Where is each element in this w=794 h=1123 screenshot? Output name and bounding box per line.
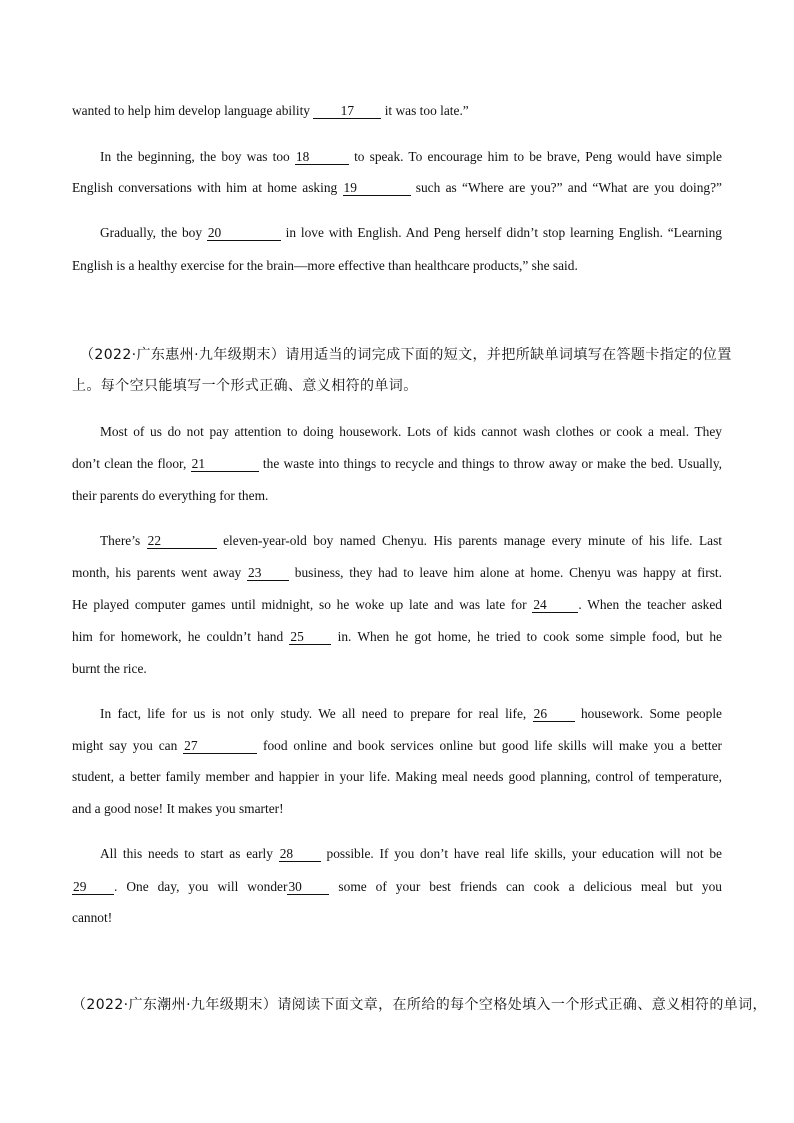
answer-blank-25: 25 [289,630,331,645]
text-segment: housework. Some people [574,706,722,721]
text-line [72,768,722,786]
answer-blank-29: 29 [72,880,114,895]
text-segment: English is a healthy exercise for the brain—more effective than healthcare products,” she said. [72,258,578,273]
text-segment: in love with English. And Peng herself didn’t stop learning English. “Learning [280,225,722,240]
answer-blank-26: 26 [533,707,575,722]
text-line [72,878,722,896]
text-segment: cannot! [72,910,113,925]
text-segment: He played computer games until midnight, so he woke up late and was late for [72,597,533,612]
text-segment: their parents do everything for them. [72,488,269,503]
text-line [72,455,722,473]
text-segment: and a good nose! It makes you smarter! [72,801,284,816]
text-segment: some of your best friends can cook a delicious meal but you [329,879,722,894]
text-segment: possible. If you don’t have real life skills, your education will not be [320,846,722,861]
text-segment: . When the teacher asked [578,597,722,612]
answer-blank-19: 19 [343,181,411,196]
text-line [72,564,722,582]
text-segment: English conversations with him at home asking [72,180,343,195]
text-segment: 上。每个空只能填写一个形式正确、意义相符的单词。 [72,378,418,394]
text-line [100,423,722,441]
text-line [80,346,732,364]
text-segment: might say you can [72,738,184,753]
text-line [72,377,722,395]
answer-blank-21: 21 [191,457,259,472]
text-segment: in. When he got home, he tried to cook some simple food, but he [331,629,722,644]
answer-blank-28: 28 [279,847,321,862]
text-segment: Gradually, the boy [100,225,207,240]
text-line [100,705,722,723]
text-segment: business, they had to leave him alone at home. Chenyu was happy at first. [289,565,722,580]
text-segment: In the beginning, the boy was too [100,149,295,164]
text-segment: wanted to help him develop language ability [72,103,314,118]
text-segment: student, a better family member and happier in your life. Making meal needs good planning, control of temperature, [72,769,722,784]
answer-blank-23: 23 [247,566,289,581]
text-line [72,996,767,1014]
text-line [72,257,722,275]
text-line [100,845,722,863]
text-line [72,487,722,505]
text-segment: it was too late.” [381,103,469,118]
text-line [72,596,722,614]
text-segment: In fact, life for us is not only study. We all need to prepare for real life, [100,706,533,721]
text-line [72,660,722,678]
answer-blank-24: 24 [532,598,578,613]
text-segment: such as “Where are you?” and “What are you doing?” [410,180,722,195]
text-line [72,737,722,755]
text-line [100,224,722,242]
answer-blank-17: 17 [313,104,381,119]
text-line [100,532,722,550]
text-line [72,628,722,646]
text-segment: （2022·广东惠州·九年级期末）请用适当的词完成下面的短文，并把所缺单词填写在答题卡指定的位置 [80,347,732,363]
answer-blank-22: 22 [147,534,217,549]
text-segment: burnt the rice. [72,661,147,676]
text-segment: （2022·广东潮州·九年级期末）请阅读下面文章，在所给的每个空格处填入一个形式正确、意义相符的单词， [72,997,767,1013]
text-segment: There’s [100,533,147,548]
text-segment: Most of us do not pay attention to doing housework. Lots of kids cannot wash clothes or cook a meal. They [100,424,722,439]
answer-blank-30: 30 [287,880,329,895]
text-segment: All this needs to start as early [100,846,279,861]
text-segment: to speak. To encourage him to be brave, Peng would have simple [348,149,722,164]
answer-blank-27: 27 [183,739,257,754]
text-line [72,179,722,197]
text-segment: him for homework, he couldn’t hand [72,629,290,644]
text-line [72,102,722,120]
text-line [100,148,722,166]
text-line [72,800,722,818]
text-segment: the waste into things to recycle and things to throw away or make the bed. Usually, [258,456,722,471]
text-segment: . One day, you will wonder [114,879,288,894]
text-segment: month, his parents went away [72,565,248,580]
text-segment: eleven-year-old boy named Chenyu. His parents manage every minute of his life. Last [216,533,723,548]
text-line [72,909,722,927]
answer-blank-20: 20 [207,226,281,241]
text-segment: food online and book services online but good life skills will make you a better [257,738,722,753]
text-segment: don’t clean the floor, [72,456,191,471]
answer-blank-18: 18 [295,150,349,165]
